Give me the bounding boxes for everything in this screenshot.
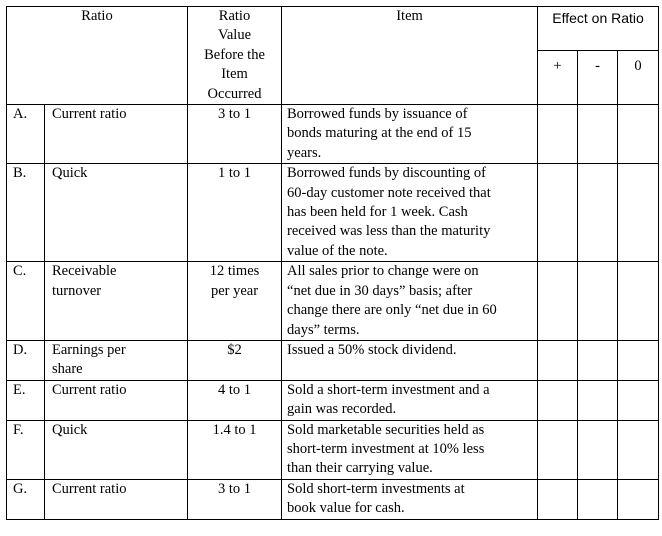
effect-plus-cell — [538, 380, 578, 420]
ratio-value-header — [188, 7, 282, 105]
item-description — [282, 420, 538, 479]
item-line: book value for cash. — [287, 500, 405, 517]
ratio-value-line: 12 times — [209, 263, 260, 280]
ratio-header: Ratio — [7, 7, 188, 105]
ratio-name-line: Quick — [52, 421, 88, 438]
ratio-name — [45, 105, 188, 164]
effect-minus-cell — [578, 262, 618, 341]
effect-minus-cell — [578, 164, 618, 262]
item-description — [282, 340, 538, 380]
item-line: received was less than the maturity — [287, 223, 491, 240]
item-line: “net due in 30 days” basis; after — [287, 282, 473, 299]
effect-zero-cell — [618, 262, 659, 341]
item-line: years. — [287, 144, 322, 161]
ratio-value — [188, 420, 282, 479]
table-row — [7, 479, 659, 519]
item-line: Sold marketable securities held as — [287, 421, 485, 438]
row-letter: C. — [7, 262, 45, 341]
item-line: short-term investment at 10% less — [287, 440, 485, 457]
table-row — [7, 262, 659, 341]
item-line: Sold a short-term investment and a — [287, 381, 490, 398]
item-description — [282, 479, 538, 519]
ratio-value-line: 3 to 1 — [218, 106, 252, 123]
item-line: 60-day customer note received that — [287, 184, 491, 201]
ratio-value-header-line: Value — [218, 27, 252, 44]
effect-zero-cell — [618, 479, 659, 519]
effect-zero-cell — [618, 164, 659, 262]
item-header: Item — [282, 7, 538, 105]
ratio-name-line: Current ratio — [52, 106, 127, 123]
item-description — [282, 380, 538, 420]
header-row — [7, 7, 659, 51]
ratio-name — [45, 380, 188, 420]
table-row — [7, 105, 659, 164]
ratio-effects-table — [6, 6, 659, 520]
table-row — [7, 164, 659, 262]
ratio-name-line: Quick — [52, 165, 88, 182]
item-line: Sold short-term investments at — [287, 480, 465, 497]
ratio-name-line: Current ratio — [52, 381, 127, 398]
ratio-name — [45, 340, 188, 380]
effect-plus-cell — [538, 262, 578, 341]
ratio-value-header-line: Occurred — [207, 85, 262, 102]
effect-header: Effect on Ratio — [538, 7, 659, 51]
effect-minus-cell — [578, 380, 618, 420]
row-letter: E. — [7, 380, 45, 420]
effect-zero-cell — [618, 340, 659, 380]
effect-plus-header: + — [538, 50, 578, 104]
effect-minus-cell — [578, 479, 618, 519]
effect-zero-cell — [618, 420, 659, 479]
ratio-value-line: 1 to 1 — [218, 165, 252, 182]
effect-minus-cell — [578, 340, 618, 380]
ratio-value — [188, 340, 282, 380]
ratio-name-line: share — [52, 361, 83, 378]
ratio-value-line: 4 to 1 — [218, 381, 252, 398]
table-row — [7, 340, 659, 380]
ratio-name — [45, 262, 188, 341]
item-description — [282, 105, 538, 164]
ratio-value — [188, 479, 282, 519]
effect-minus-cell — [578, 105, 618, 164]
effect-plus-cell — [538, 479, 578, 519]
ratio-value — [188, 380, 282, 420]
item-line: All sales prior to change were on — [287, 263, 479, 280]
item-line: value of the note. — [287, 242, 388, 259]
ratio-value — [188, 164, 282, 262]
table-row — [7, 380, 659, 420]
row-letter: G. — [7, 479, 45, 519]
item-line: bonds maturing at the end of 15 — [287, 125, 472, 142]
ratio-value-line: 1.4 to 1 — [212, 421, 257, 438]
item-line: Issued a 50% stock dividend. — [287, 341, 457, 358]
item-line: Borrowed funds by issuance of — [287, 106, 468, 123]
effect-minus-header: - — [578, 50, 618, 104]
effect-zero-header: 0 — [618, 50, 659, 104]
item-line: days” terms. — [287, 321, 360, 338]
ratio-name — [45, 164, 188, 262]
ratio-name — [45, 479, 188, 519]
row-letter: F. — [7, 420, 45, 479]
item-line: Borrowed funds by discounting of — [287, 165, 486, 182]
ratio-value — [188, 105, 282, 164]
ratio-name-line: turnover — [52, 282, 102, 299]
row-letter: A. — [7, 105, 45, 164]
ratio-value — [188, 262, 282, 341]
ratio-name-line: Current ratio — [52, 480, 127, 497]
ratio-value-header-line: Item — [221, 66, 248, 83]
effect-zero-cell — [618, 105, 659, 164]
item-line: than their carrying value. — [287, 460, 433, 477]
ratio-name-line: Earnings per — [52, 341, 126, 358]
item-line: has been held for 1 week. Cash — [287, 204, 468, 221]
item-line: change there are only “net due in 60 — [287, 302, 497, 319]
ratio-value-header-line: Ratio — [218, 8, 251, 24]
table-body — [7, 105, 659, 520]
ratio-value-line: 3 to 1 — [218, 480, 252, 497]
item-description — [282, 262, 538, 341]
effect-plus-cell — [538, 340, 578, 380]
table-row — [7, 420, 659, 479]
effect-zero-cell — [618, 380, 659, 420]
ratio-value-header-line: Before the — [204, 46, 265, 63]
row-letter: D. — [7, 340, 45, 380]
item-line: gain was recorded. — [287, 401, 397, 418]
ratio-name-line: Receivable — [52, 263, 117, 280]
effect-plus-cell — [538, 164, 578, 262]
ratio-name — [45, 420, 188, 479]
item-description — [282, 164, 538, 262]
effect-minus-cell — [578, 420, 618, 479]
effect-plus-cell — [538, 420, 578, 479]
ratio-value-line: $2 — [227, 341, 242, 358]
effect-plus-cell — [538, 105, 578, 164]
ratio-value-line: per year — [210, 282, 259, 299]
row-letter: B. — [7, 164, 45, 262]
